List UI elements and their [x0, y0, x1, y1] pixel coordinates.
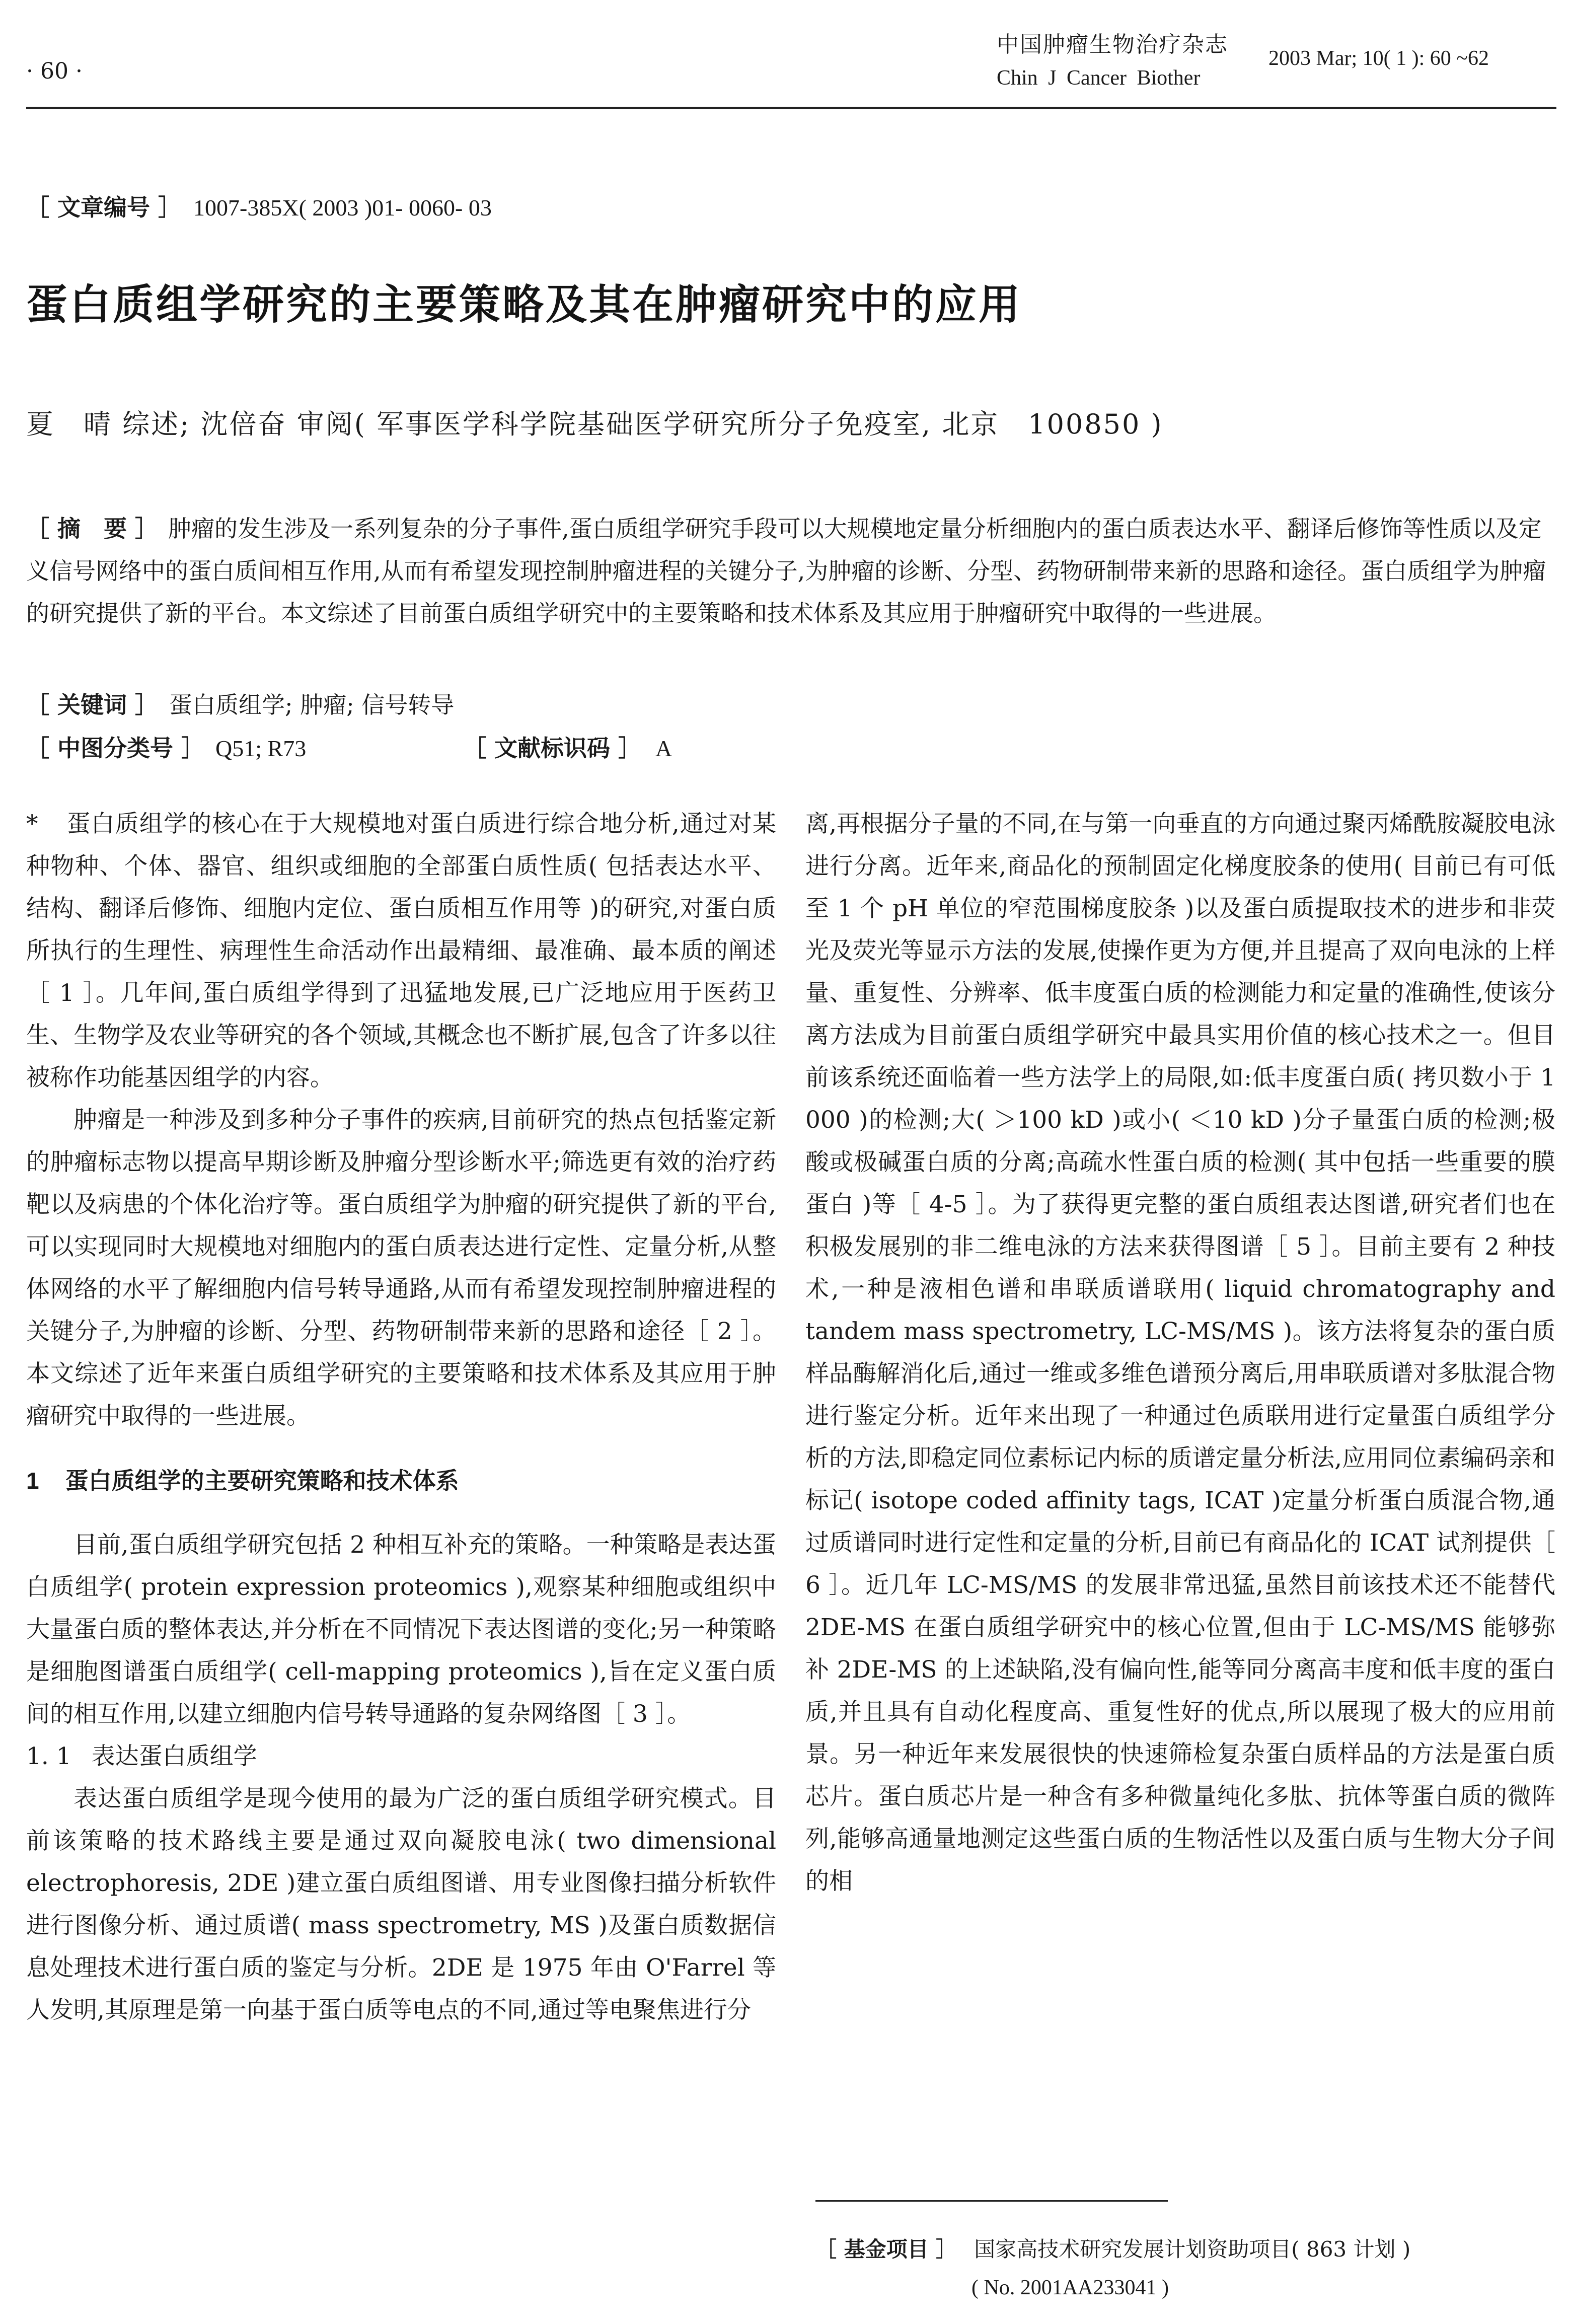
intro-paragraph-1	[26, 803, 776, 1099]
page-number: · 60 ·	[26, 58, 83, 84]
document-code-label: ［ 文献标识码 ］	[463, 735, 642, 762]
subsection-1-1-paragraph: 表达蛋白质组学是现今使用的最为广泛的蛋白质组学研究模式。目前该策略的技术路线主要是通过双向凝胶电泳( two dimensional electrophoresis, 2DE )建立蛋白质组图谱、用专业图像扫描分析软件进行图像分析、通过质谱( mass spectrometry, MS )及蛋白质数据信息处理技术进行蛋白质的鉴定与分析。2DE 是 1975 年由 O'Farrel 等人发明,其原理是第一向基于蛋白质等电点的不同,通过等电聚焦进行分	[26, 1785, 776, 2024]
journal-name	[997, 28, 1228, 95]
journal-name-en: Chin J Cancer Biother	[997, 66, 1201, 90]
journal-name-cn: 中国肿瘤生物治疗杂志	[997, 32, 1228, 57]
abstract	[26, 507, 1556, 634]
keywords	[26, 687, 454, 720]
classification	[26, 730, 306, 763]
funding-text: 国家高技术研究发展计划资助项目( 863 计划 )	[974, 2237, 1411, 2262]
left-column	[26, 803, 776, 2031]
journal-citation: 2003 Mar; 10( 1 ): 60 ~62	[1268, 47, 1489, 70]
section-title: 蛋白质组学的主要研究策略和技术体系	[65, 1467, 459, 1494]
subsection-number: 1. 1	[26, 1742, 71, 1770]
intro-paragraph-2: 肿瘤是一种涉及到多种分子事件的疾病,目前研究的热点包括鉴定新的肿瘤标志物以提高早期诊断及肿瘤分型诊断水平;筛选更有效的治疗药靶以及病患的个体化治疗等。蛋白质组学为肿瘤的研究提供了新的平台,可以实现同时大规模地对细胞内的蛋白质表达进行定性、定量分析,从整体网络的水平了解细胞内信号转导通路,从而有希望发现控制肿瘤进程的关键分子,为肿瘤的诊断、分型、药物研制带来新的思路和途径［ 2 ］。本文综述了近年来蛋白质组学研究的主要策略和技术体系及其应用于肿瘤研究中取得的一些进展。	[26, 1106, 776, 1430]
section-number: 1	[26, 1468, 39, 1494]
continued-paragraph: 离,再根据分子量的不同,在与第一向垂直的方向通过聚丙烯酰胺凝胶电泳进行分离。近年来,商品化的预制固定化梯度胶条的使用( 目前已有可低至 1 个 pH 单位的窄范围梯度胶条 )以及蛋白质提取技术的进步和非荧光及荧光等显示方法的发展,使操作更为方便,并且提高了双向电泳的上样量、重复性、分辨率、低丰度蛋白质的检测能力和定量的准确性,使该分离方法成为目前蛋白质组学研究中最具实用价值的核心技术之一。但目前该系统还面临着一些方法学上的局限,如:低丰度蛋白质( 拷贝数小于 1 000 )的检测;大( ＞100 kD )或小( ＜10 kD )分子量蛋白质的检测;极酸或极碱蛋白质的分离;高疏水性蛋白质的检测( 其中包括一些重要的膜蛋白 )等［ 4-5 ］。为了获得更完整的蛋白质组表达图谱,研究者们也在积极发展别的非二维电泳的方法来获得图谱［ 5 ］。目前主要有 2 种技术,一种是液相色谱和串联质谱联用( liquid chromatography and tandem mass spectrometry, LC-MS/MS )。该方法将复杂的蛋白质样品酶解消化后,通过一维或多维色谱预分离后,用串联质谱对多肽混合物进行鉴定分析。近年来出现了一种通过色质联用进行定量蛋白质组学分析的方法,即稳定同位素标记内标的质谱定量分析法,应用同位素编码亲和标记( isotope coded affinity tags, ICAT )定量分析蛋白质混合物,通过质谱同时进行定性和定量的分析,目前已有商品化的 ICAT 试剂提供［ 6 ］。近几年 LC-MS/MS 的发展非常迅猛,虽然目前该技术还不能替代 2DE-MS 在蛋白质组学研究中的核心位置,但由于 LC-MS/MS 能够弥补 2DE-MS 的上述缺陷,没有偏向性,能等同分离高丰度和低丰度的蛋白质,并且具有自动化程度高、重复性好的优点,所以展现了极大的应用前景。另一种近年来发展很快的快速筛检复杂蛋白质样品的方法是蛋白质芯片。蛋白质芯片是一种含有多种微量纯化多肽、抗体等蛋白质的微阵列,能够高通量地测定这些蛋白质的生物活性以及蛋白质与生物大分子间的相	[805, 810, 1555, 1895]
funding-note	[815, 2230, 1410, 2307]
keywords-label: ［ 关键词 ］	[26, 691, 159, 718]
document-code	[463, 730, 672, 763]
document-code-value: A	[655, 736, 672, 761]
article-id-value: 1007-385X( 2003 )01- 0060- 03	[193, 195, 492, 221]
abstract-text: 肿瘤的发生涉及一系列复杂的分子事件,蛋白质组学研究手段可以大规模地定量分析细胞内的蛋白质表达水平、翻译后修饰等性质以及定义信号网络中的蛋白质间相互作用,从而有希望发现控制肿瘤进程的关键分子,为肿瘤的诊断、分型、药物研制带来新的思路和途径。蛋白质组学为肿瘤的研究提供了新的平台。本文综述了目前蛋白质组学研究中的主要策略和技术体系及其应用于肿瘤研究中取得的一些进展。	[26, 515, 1546, 627]
section-1-paragraph: 目前,蛋白质组学研究包括 2 种相互补充的策略。一种策略是表达蛋白质组学( protein expression proteomics ),观察某种细胞或组织中大量蛋白质的整体表达,并分析在不同情况下表达图谱的变化;另一种策略是细胞图谱蛋白质组学( cell-mapping proteomics ),旨在定义蛋白质间的相互作用,以建立细胞内信号转导通路的复杂网络图［ 3 ］。	[26, 1531, 776, 1728]
classification-label: ［ 中图分类号 ］	[26, 735, 205, 762]
author-line: 夏 晴 综述; 沈倍奋 审阅( 军事医学科学院基础医学研究所分子免疫室, 北京 100850 )	[26, 408, 1163, 440]
article-title: 蛋白质组学研究的主要策略及其在肿瘤研究中的应用	[26, 281, 1022, 329]
article-id-label: ［ 文章编号 ］	[26, 194, 182, 221]
intro-paragraph-1-text: 蛋白质组学的核心在于大规模地对蛋白质进行综合地分析,通过对某种物种、个体、器官、组织或细胞的全部蛋白质性质( 包括表达水平、结构、翻译后修饰、细胞内定位、蛋白质相互作用等 )的研究,对蛋白质所执行的生理性、病理性生命活动作出最精细、最准确、最本质的阐述［ 1 ］。几年间,蛋白质组学得到了迅猛地发展,已广泛地应用于医药卫生、生物学及农业等研究的各个领域,其概念也不断扩展,包含了许多以往被称作功能基因组学的内容。	[26, 810, 776, 1092]
subsection-heading-1-1	[26, 1735, 776, 1778]
abstract-label: ［ 摘 要 ］	[26, 515, 159, 542]
funding-label: ［ 基金项目 ］	[815, 2237, 957, 2262]
article-id	[26, 189, 492, 223]
section-heading-1	[26, 1460, 776, 1502]
classification-value: Q51; R73	[215, 736, 307, 761]
subsection-title: 表达蛋白质组学	[91, 1742, 257, 1770]
footnote-divider	[815, 2200, 1168, 2202]
keywords-value: 蛋白质组学; 肿瘤; 信号转导	[169, 691, 455, 718]
footnote-marker: *	[26, 810, 38, 838]
right-column	[805, 803, 1555, 1903]
header-divider	[26, 107, 1556, 109]
funding-number: ( No. 2001AA233041 )	[971, 2276, 1169, 2299]
